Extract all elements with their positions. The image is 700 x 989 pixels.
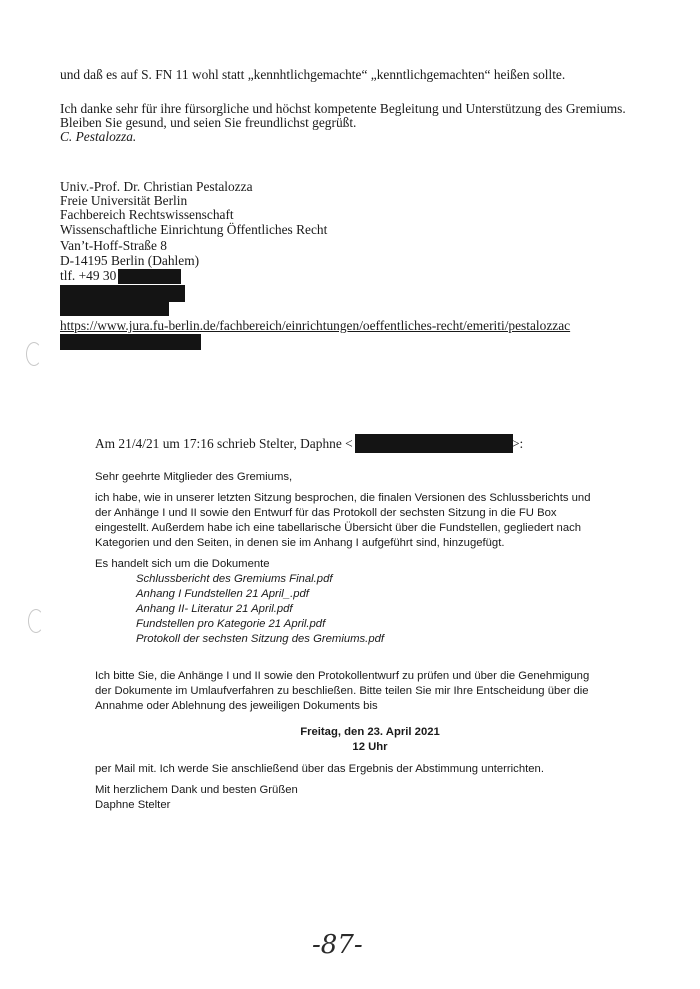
sender-name: Daphne Stelter: [95, 799, 171, 811]
document-item: Fundstellen pro Kategorie 21 April.pdf: [136, 618, 326, 630]
text-line-greeting: Bleiben Sie gesund, und seien Sie freundlichst gegrüßt.: [60, 115, 357, 130]
closing: Mit herzlichem Dank und besten Grüßen: [95, 784, 298, 796]
page-number: -87-: [312, 930, 363, 960]
deadline-date: Freitag, den 23. April 2021: [300, 726, 440, 738]
author-initials: C. Pestalozza.: [60, 129, 137, 144]
signature-university: Freie Universität Berlin: [60, 193, 188, 208]
quoted-header: [95, 436, 353, 451]
document-item: Protokoll der sechsten Sitzung des Gremiums.pdf: [136, 633, 385, 645]
text-line-thanks: Ich danke sehr für ihre fürsorgliche und höchst kompetente Begleitung und Unterstützung des Gremiums.: [60, 101, 626, 116]
document-item: Schlussbericht des Gremiums Final.pdf: [136, 573, 333, 585]
salutation: Sehr geehrte Mitglieder des Gremiums,: [95, 471, 293, 483]
documents-intro: Es handelt sich um die Dokumente: [95, 558, 270, 570]
profile-url-link[interactable]: https://www.jura.fu-berlin.de/fachbereich/einrichtungen/oeffentliches-recht/emeriti/pestalozzac: [60, 318, 571, 333]
para2-line-2: der Dokumente im Umlaufverfahren zu beschließen. Bitte teilen Sie mir Ihre Entscheidung über die: [95, 685, 589, 697]
para2-line-1: Ich bitte Sie, die Anhänge I und II sowie den Protokollentwurf zu prüfen und über die Genehmigung: [95, 670, 590, 682]
redaction-line-1: [60, 285, 185, 302]
text-line-fn11: und daß es auf S. FN 11 wohl statt „kennhtlichgemachte“ „kenntlichgemachten“ heißen sollte.: [60, 67, 566, 82]
punch-hole-bottom: [28, 609, 44, 633]
para3: per Mail mit. Ich werde Sie anschließend über das Ergebnis der Abstimmung unterrichten.: [95, 763, 544, 775]
para1-line-2: der Anhänge I und II sowie den Entwurf für das Protokoll der sechsten Sitzung in die FU Box: [95, 507, 557, 519]
redaction-line-3: [60, 334, 201, 350]
deadline-time: 12 Uhr: [352, 741, 388, 753]
signature-phone-prefix: tlf. +49 30: [60, 268, 117, 283]
signature-name: Univ.-Prof. Dr. Christian Pestalozza: [60, 179, 253, 194]
quoted-header-text: Am 21/4/21 um 17:16 schrieb Stelter, Daphne <: [95, 436, 353, 451]
signature-department: Fachbereich Rechtswissenschaft: [60, 207, 234, 222]
quoted-header-end: >:: [512, 436, 524, 451]
redaction-email: [355, 434, 513, 453]
redaction-phone: [118, 269, 181, 284]
signature-city: D-14195 Berlin (Dahlem): [60, 253, 200, 268]
para1-line-4: Kategorien und den Seiten, in denen sie im Anhang I aufgeführt sind, hinzugefügt.: [95, 537, 505, 549]
signature-institute: Wissenschaftliche Einrichtung Öffentliches Recht: [60, 222, 328, 237]
document-item: Anhang II- Literatur 21 April.pdf: [136, 603, 293, 615]
para1-line-1: ich habe, wie in unserer letzten Sitzung besprochen, die finalen Versionen des Schlussberichts und: [95, 492, 591, 504]
punch-hole-top: [26, 342, 42, 366]
para1-line-3: eingestellt. Außerdem habe ich eine tabellarische Übersicht über die Fundstellen, gegliedert nach: [95, 522, 582, 534]
redaction-line-2: [60, 302, 169, 316]
signature-street: Van’t-Hoff-Straße 8: [60, 238, 167, 253]
document-item: Anhang I Fundstellen 21 April_.pdf: [136, 588, 309, 600]
para2-line-3: Annahme oder Ablehnung des jeweiligen Dokuments bis: [95, 700, 378, 712]
